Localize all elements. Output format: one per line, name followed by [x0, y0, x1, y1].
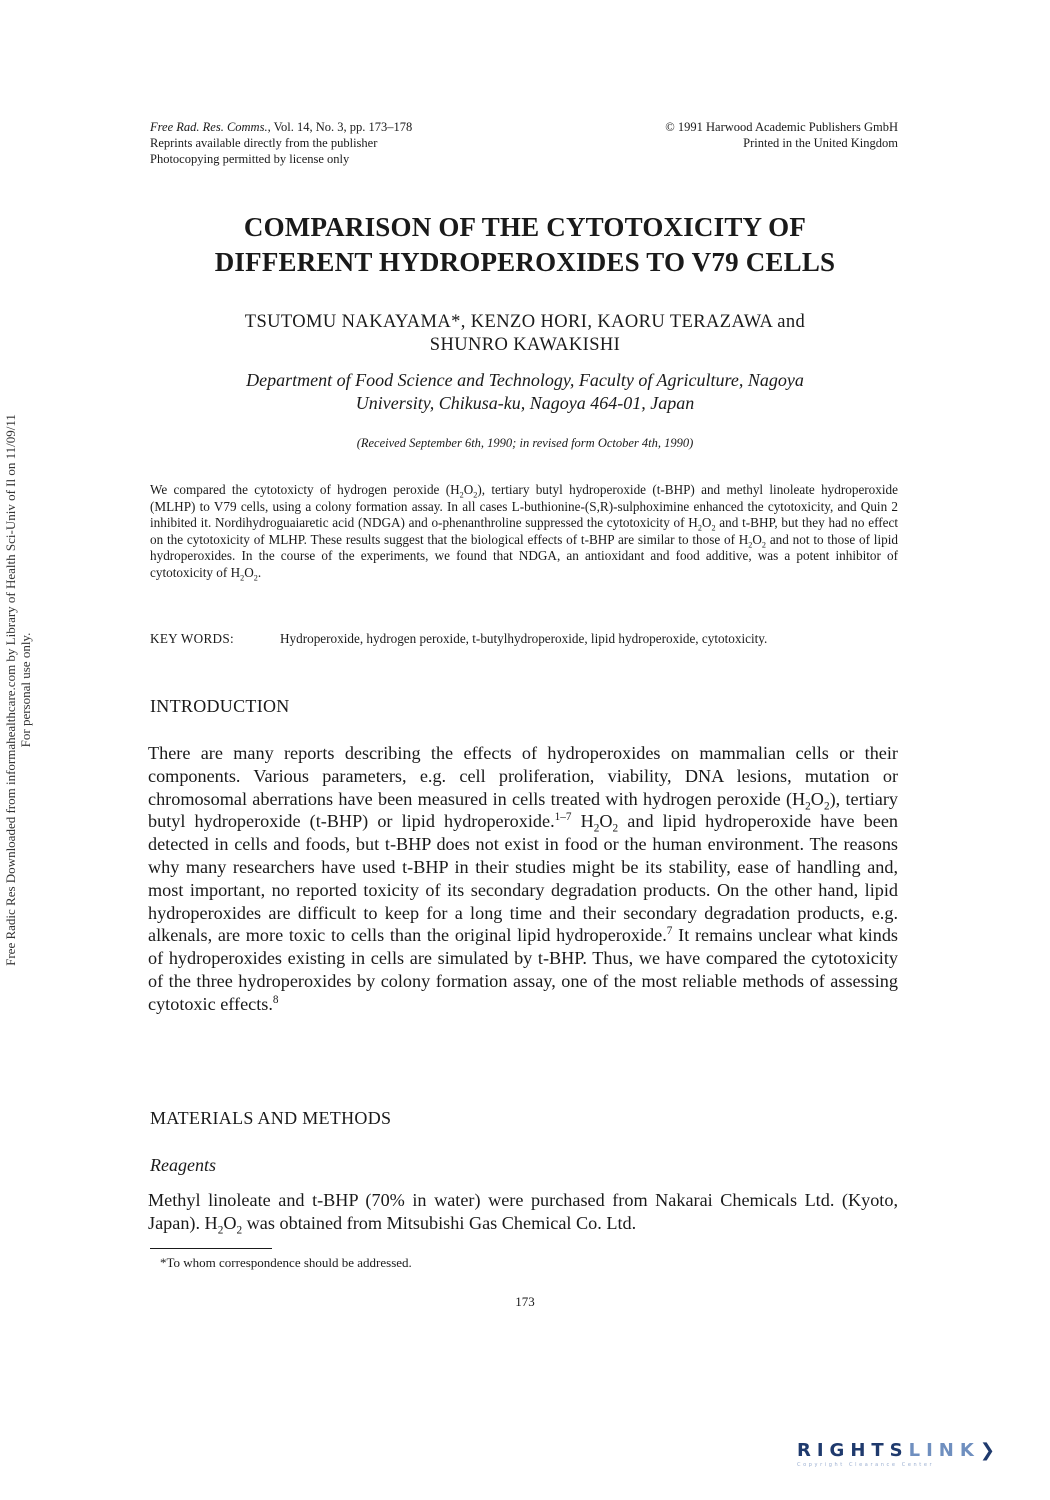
- chem-symbol: O: [599, 811, 613, 832]
- abstract-text: and not to those of lipid hydroperoxides. In the course of the experiments, we found that NDGA, an antioxidant and food additive, was a potent inhibitor of cytotoxicity of H: [150, 531, 898, 580]
- journal-header-right: [560, 119, 898, 151]
- journal-name: Free Rad. Res. Comms.: [150, 120, 268, 134]
- subscript: 2: [697, 523, 702, 533]
- subscript: 2: [823, 800, 830, 813]
- body-text: ), tertiary butyl hydroperoxide (t-BHP) or lipid hydroperoxide.: [148, 788, 898, 832]
- rightslink-logo[interactable]: [797, 1440, 1037, 1468]
- authors-line-2: SHUNRO KAWAKISHI: [429, 335, 621, 355]
- chem-symbol: O: [223, 1212, 237, 1233]
- logo-subtitle: Copyright Clearance Center: [797, 1462, 935, 1468]
- logo-rights: RIGHTS: [797, 1440, 909, 1461]
- subscript: 2: [240, 573, 245, 583]
- footnote-rule: [150, 1248, 272, 1249]
- article-title: [100, 210, 950, 280]
- correspondence-footnote: *To whom correspondence should be addressed.: [160, 1255, 412, 1270]
- abstract: [150, 482, 898, 582]
- copyright-note: © 1991 Harwood Academic Publishers GmbH: [665, 120, 898, 134]
- subscript: 2: [459, 490, 464, 500]
- subscript: 2: [236, 1224, 243, 1237]
- journal-header-left: [150, 119, 570, 167]
- printed-note: Printed in the United Kingdom: [743, 136, 898, 150]
- subscript: 2: [217, 1224, 224, 1237]
- subscript: 2: [612, 823, 619, 836]
- affiliation-line-2: University, Chikusa-ku, Nagoya 464-01, Japan: [355, 393, 695, 413]
- subscript: 2: [593, 823, 600, 836]
- abstract-text: ), tertiary butyl hydroperoxide (t-BHP) and methyl linoleate hydroperoxide (MLHP) to V79 cells, using a colony formation assay. In all cases L-buthionine-(S,R)-sulphoximine enhanced the cytotoxicity, and Quin 2 inhibited it. Nordihydroguaiaretic acid (NDGA) and o-phenanthroline suppressed the cytotoxicity of H: [150, 482, 898, 531]
- body-text: There are many reports describing the effects of hydroperoxides on mammalian cells or their components. Various parameters, e.g. cell proliferation, viability, DNA lesions, mutation or chromosomal aberrations have been measured in cells treated with hydrogen peroxide (H: [148, 743, 898, 809]
- photocopy-note: Photocopying permitted by license only: [150, 152, 350, 166]
- title-line-2: DIFFERENT HYDROPEROXIDES TO V79 CELLS: [214, 247, 836, 277]
- subscript: 2: [711, 523, 716, 533]
- download-sidebar-note: [3, 280, 33, 1100]
- chem-symbol: O: [463, 482, 474, 497]
- keywords-label: KEY WORDS:: [150, 631, 234, 646]
- subscript: 2: [805, 800, 811, 813]
- abstract-text: and t-BHP, but they had no effect on the cytotoxicity of MLHP. These results suggest that the biological effects of t-BHP are similar to those of H: [150, 515, 898, 547]
- abstract-text: We compared the cytotoxicty of hydrogen peroxide (H: [150, 482, 460, 497]
- received-dates: (Received September 6th, 1990; in revised form October 4th, 1990): [356, 436, 694, 450]
- journal-citation: , Vol. 14, No. 3, pp. 173–178: [267, 120, 413, 134]
- abstract-text: .: [257, 564, 262, 580]
- body-text: It remains unclear what kinds of hydroperoxides existing in cells are simulated by t-BHP. Thus, we have compared the cytotoxicity of the three hydroperoxides by colony formation assay, one of the most reliable methods of assessing cytotoxic effects.: [148, 925, 898, 1014]
- author-list: [100, 311, 950, 357]
- chem-symbol: O: [752, 531, 762, 547]
- chem-symbol: O: [244, 564, 254, 580]
- body-text: was obtained from Mitsubishi Gas Chemical Co. Ltd.: [242, 1212, 637, 1233]
- title-line-1: COMPARISON OF THE CYTOTOXICITY OF: [243, 212, 807, 242]
- logo-link: LINK: [908, 1440, 980, 1461]
- sidebar-line-1: Free Radic Res Downloaded from informahealthcare.com by Library of Health Sci-Univ of Il on 11/09/11: [3, 414, 18, 966]
- affiliation: [100, 369, 950, 415]
- subscript: 2: [748, 540, 753, 550]
- keywords-text: Hydroperoxide, hydrogen peroxide, t-butylhydroperoxide, lipid hydroperoxide, cytotoxicity.: [280, 631, 768, 646]
- reagents-paragraph: [148, 1189, 898, 1235]
- introduction-paragraph: [148, 742, 898, 1016]
- body-text: and lipid hydroperoxide have been detected in cells and foods, but t-BHP does not exist in food or the human environment. The reasons why many researchers have used t-BHP in their studies might be its stability, ease of handling and, most important, no reported toxicity of its secondary degradation products. On the other hand, lipid hydroperoxides are difficult to keep for a long time and their secondary degradation products, e.g. alkenals, are more toxic to cells than the original lipid hydroperoxide.: [148, 811, 898, 946]
- citation-ref: 7: [666, 925, 673, 938]
- body-text: Methyl linoleate and t-BHP (70% in water) were purchased from Nakarai Chemicals Ltd. (Kyoto, Japan). H: [148, 1190, 898, 1233]
- chevron-right-icon: ❯: [979, 1440, 1001, 1461]
- citation-ref: 1–7: [554, 811, 572, 824]
- chem-symbol: O: [810, 788, 824, 809]
- page-number: 173: [515, 1294, 535, 1309]
- citation-ref: 8: [272, 993, 279, 1006]
- body-text: H: [571, 811, 594, 832]
- authors-line-1: TSUTOMU NAKAYAMA*, KENZO HORI, KAORU TERAZAWA and: [244, 312, 806, 332]
- subscript: 2: [761, 540, 767, 550]
- affiliation-line-1: Department of Food Science and Technology, Faculty of Agriculture, Nagoya: [246, 370, 804, 390]
- reprints-note: Reprints available directly from the publisher: [150, 136, 378, 150]
- methods-heading: MATERIALS AND METHODS: [150, 1108, 392, 1128]
- reagents-subheading: Reagents: [150, 1155, 216, 1175]
- subscript: 2: [253, 573, 258, 583]
- chem-symbol: O: [701, 515, 712, 531]
- introduction-heading: INTRODUCTION: [150, 696, 290, 716]
- subscript: 2: [473, 490, 478, 500]
- sidebar-line-2: For personal use only.: [18, 632, 33, 748]
